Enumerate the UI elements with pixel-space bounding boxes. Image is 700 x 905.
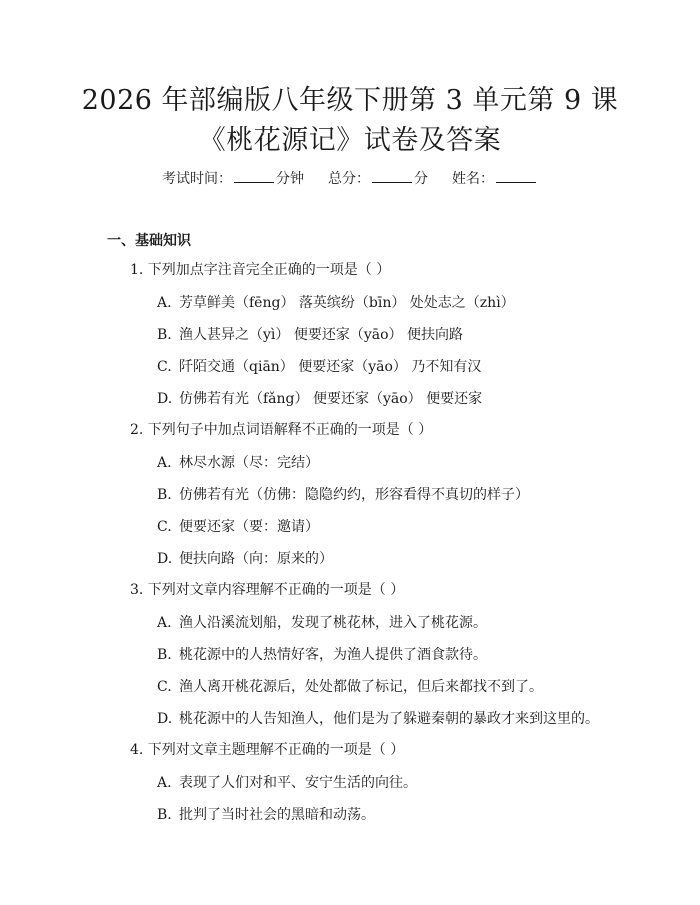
option-text: 渔人沿溪流划船，发现了桃花林，进入了桃花源。 <box>179 615 487 631</box>
exam-time-label: 考试时间： <box>162 171 232 187</box>
question-stem-2: 2. 下列句子中加点词语解释不正确的一项是（ ） <box>130 422 433 438</box>
option-text: 批判了当时社会的黑暗和动荡。 <box>179 807 375 823</box>
option-letter: A. <box>157 295 172 311</box>
option-text: 桃花源中的人告知渔人，他们是为了躲避秦朝的暴政才来到这里的。 <box>179 711 599 727</box>
question-4-option-b[interactable] <box>157 806 375 824</box>
question-1-option-d[interactable] <box>157 390 482 408</box>
question-1-option-c[interactable] <box>157 358 481 376</box>
option-letter: D. <box>157 391 173 407</box>
option-text: 仿佛若有光（仿佛：隐隐约约，形容看得不真切的样子） <box>179 487 529 503</box>
option-letter: C. <box>157 359 172 375</box>
option-text: 渔人离开桃花源后，处处都做了标记，但后来都找不到了。 <box>179 679 543 695</box>
option-text: 芳草鲜美（fēng） 落英缤纷（bīn） 处处志之（zhì） <box>179 295 515 311</box>
total-score-blank[interactable] <box>372 168 412 183</box>
question-3-option-b[interactable] <box>157 646 487 664</box>
question-stem-1: 1. 下列加点字注音完全正确的一项是（ ） <box>130 262 391 278</box>
option-text: 仿佛若有光（fǎng） 便要还家（yāo） 便要还家 <box>179 391 483 407</box>
exam-info-row <box>0 168 700 188</box>
option-letter: A. <box>157 615 172 631</box>
option-letter: B. <box>157 807 172 823</box>
total-score-field <box>328 168 428 188</box>
exam-time-unit: 分钟 <box>276 171 304 187</box>
name-blank[interactable] <box>496 168 536 183</box>
option-text: 便要还家（要：邀请） <box>179 519 319 535</box>
exam-time-field <box>162 168 304 188</box>
question-3-option-d[interactable] <box>157 710 599 728</box>
question-1-option-a[interactable] <box>157 294 515 312</box>
name-field <box>452 168 538 188</box>
option-text: 便扶向路（向：原来的） <box>179 551 333 567</box>
option-text: 渔人甚异之（yì） 便要还家（yāo） 便扶向路 <box>179 327 463 343</box>
option-letter: D. <box>157 711 173 727</box>
question-1-option-b[interactable] <box>157 326 463 344</box>
total-score-label: 总分： <box>328 171 370 187</box>
question-stem-3: 3. 下列对文章内容理解不正确的一项是（ ） <box>130 582 405 598</box>
name-label: 姓名： <box>452 171 494 187</box>
exam-title-line2: 《桃花源记》试卷及答案 <box>198 125 502 156</box>
question-2-option-c[interactable] <box>157 518 319 536</box>
option-letter: C. <box>157 679 172 695</box>
option-letter: B. <box>157 647 172 663</box>
section-heading: 一、基础知识 <box>107 233 191 249</box>
total-score-unit: 分 <box>414 171 428 187</box>
option-letter: C. <box>157 519 172 535</box>
option-letter: B. <box>157 327 172 343</box>
option-text: 桃花源中的人热情好客，为渔人提供了酒食款待。 <box>179 647 487 663</box>
option-letter: B. <box>157 487 172 503</box>
option-text: 林尽水源（尽：完结） <box>179 455 319 471</box>
question-3-option-c[interactable] <box>157 678 543 696</box>
question-3-option-a[interactable] <box>157 614 487 632</box>
exam-title-line1: 2026 年部编版八年级下册第 3 单元第 9 课 <box>81 85 619 116</box>
question-4-option-a[interactable] <box>157 774 417 792</box>
option-text: 表现了人们对和平、安宁生活的向往。 <box>179 775 417 791</box>
question-2-option-a[interactable] <box>157 454 319 472</box>
option-letter: D. <box>157 551 173 567</box>
question-2-option-b[interactable] <box>157 486 529 504</box>
exam-time-blank[interactable] <box>234 168 274 183</box>
option-text: 阡陌交通（qiān） 便要还家（yāo） 乃不知有汉 <box>179 359 482 375</box>
option-letter: A. <box>157 455 172 471</box>
question-stem-4: 4. 下列对文章主题理解不正确的一项是（ ） <box>130 742 405 758</box>
question-2-option-d[interactable] <box>157 550 333 568</box>
option-letter: A. <box>157 775 172 791</box>
